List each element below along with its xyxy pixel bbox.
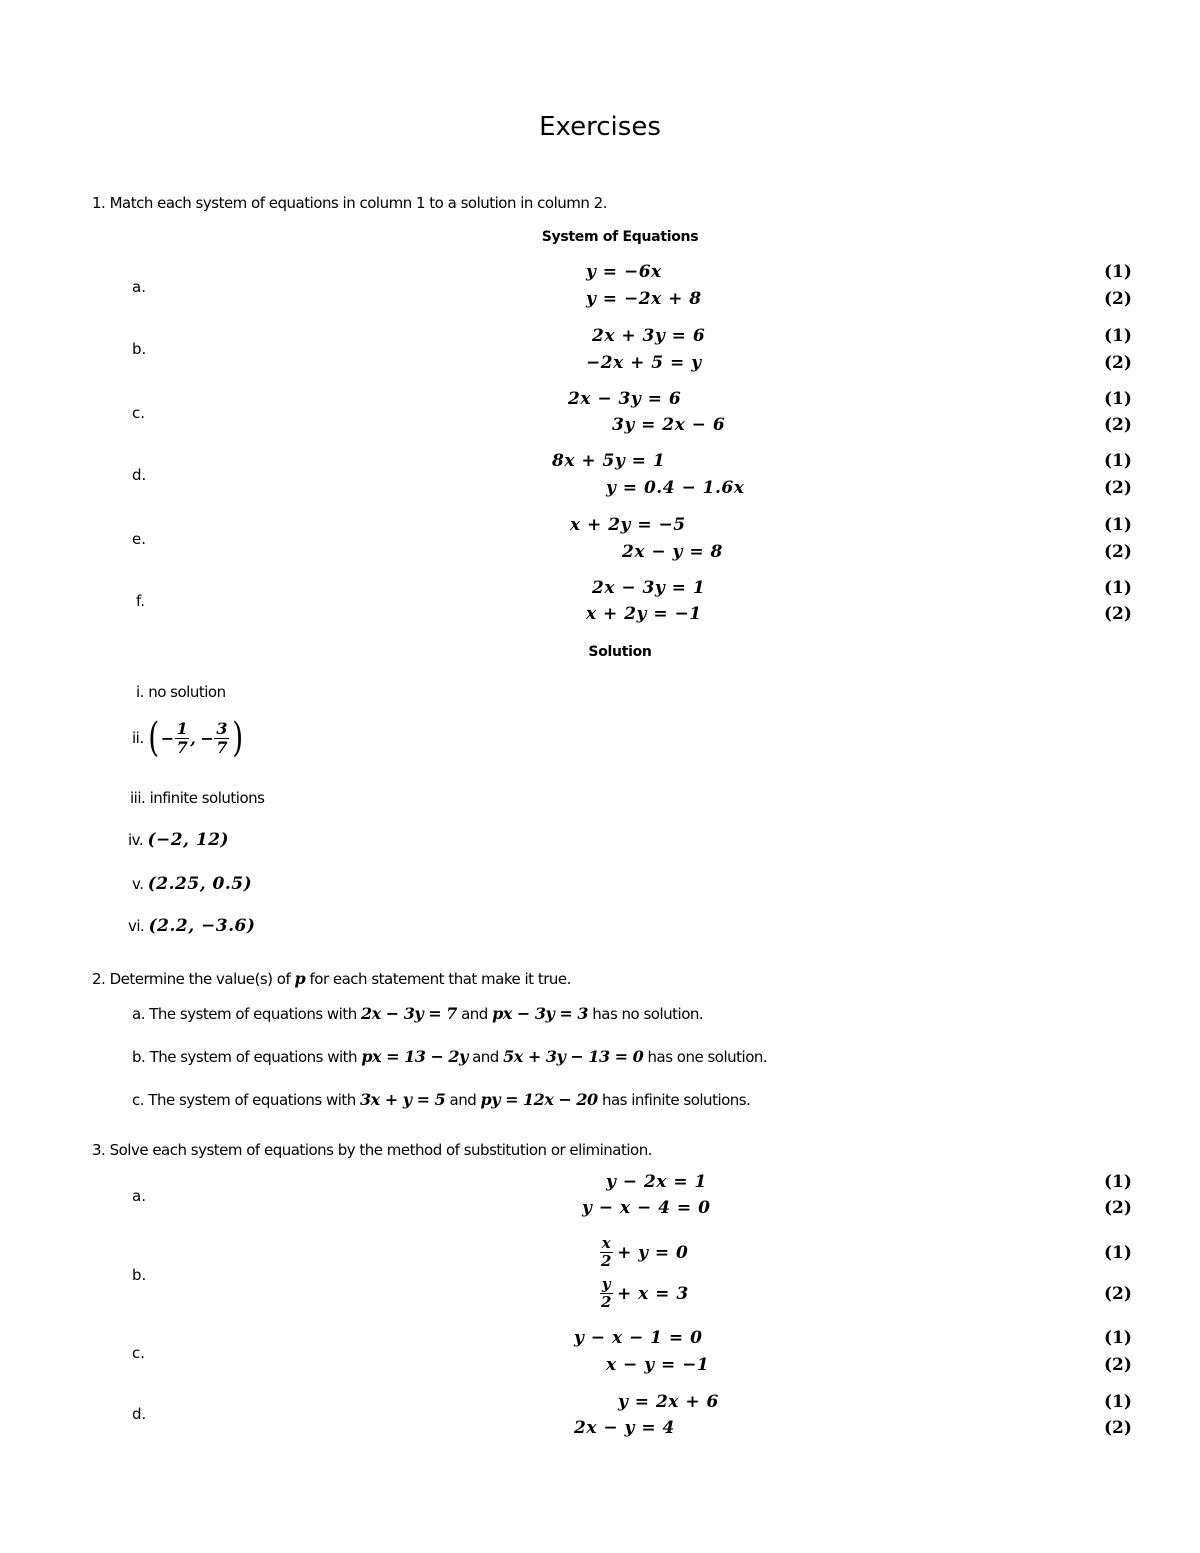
solution-text: infinite solutions bbox=[149, 789, 265, 807]
equation-number: (2) bbox=[1104, 1418, 1132, 1438]
numerator: y bbox=[601, 1275, 612, 1293]
item-text: has one solution. bbox=[643, 1048, 768, 1066]
equation: px = 13 − 2y bbox=[361, 1047, 468, 1066]
solution-ii bbox=[132, 715, 245, 761]
solution-label: vi. bbox=[128, 917, 145, 935]
comma: , − bbox=[190, 728, 214, 748]
system-label: a. bbox=[132, 1187, 146, 1205]
equation-2: 2x − y = 4 bbox=[574, 1418, 675, 1438]
item-text: and bbox=[445, 1091, 481, 1109]
equation: px − 3y = 3 bbox=[492, 1004, 588, 1023]
q2-item-a bbox=[132, 1004, 703, 1023]
item-text: The system of equations with bbox=[149, 1048, 362, 1066]
solution-text: (2.25, 0.5) bbox=[147, 874, 253, 894]
equation-number: (2) bbox=[1104, 353, 1132, 373]
question-1-prompt: 1. Match each system of equations in column 1 to a solution in column 2. bbox=[92, 194, 607, 212]
equation-1: y = 2x + 6 bbox=[618, 1392, 719, 1412]
prompt-text: 2. Determine the value(s) of bbox=[92, 970, 295, 988]
solution-i bbox=[136, 683, 226, 701]
item-text: and bbox=[467, 1048, 504, 1066]
question-3-prompt: 3. Solve each system of equations by the method of substitution or elimination. bbox=[92, 1141, 652, 1159]
equation-number: (1) bbox=[1104, 451, 1132, 471]
denominator: 7 bbox=[176, 737, 188, 757]
solution-label: iii. bbox=[130, 789, 146, 807]
item-text: The system of equations with bbox=[148, 1091, 361, 1109]
equation-1: 2x + 3y = 6 bbox=[592, 326, 706, 346]
equation-number: (1) bbox=[1104, 1243, 1132, 1263]
q2-item-b bbox=[132, 1047, 767, 1066]
solutions-heading: Solution bbox=[588, 644, 652, 660]
equation-1 bbox=[598, 1236, 688, 1269]
equation-2 bbox=[598, 1277, 689, 1310]
equation-2: y = −2x + 8 bbox=[586, 289, 702, 309]
minus-sign: − bbox=[160, 728, 174, 748]
equation-number: (2) bbox=[1104, 604, 1132, 624]
equation-number: (1) bbox=[1104, 578, 1132, 598]
solution-iii bbox=[130, 789, 264, 807]
equation-number: (1) bbox=[1104, 1328, 1132, 1348]
equation-number: (1) bbox=[1104, 262, 1132, 282]
equation: py = 12x − 20 bbox=[480, 1090, 598, 1109]
fraction bbox=[599, 1236, 614, 1269]
system-label: c. bbox=[132, 1344, 146, 1362]
q2-item-c bbox=[132, 1090, 750, 1109]
variable-p: p bbox=[294, 969, 306, 988]
equation-1: 2x − 3y = 1 bbox=[592, 578, 706, 598]
equation-number: (1) bbox=[1104, 389, 1132, 409]
equation-1: y − 2x = 1 bbox=[606, 1172, 707, 1192]
item-text: The system of equations with bbox=[149, 1005, 361, 1023]
fraction bbox=[214, 718, 229, 757]
equation-number: (1) bbox=[1104, 515, 1132, 535]
equation-1: y = −6x bbox=[586, 262, 662, 282]
system-label: d. bbox=[132, 1405, 147, 1423]
denominator: 2 bbox=[601, 1293, 612, 1311]
numerator: 3 bbox=[216, 718, 227, 738]
right-paren: ) bbox=[232, 715, 243, 761]
denominator: 7 bbox=[216, 737, 227, 757]
equation-1: 8x + 5y = 1 bbox=[552, 451, 666, 471]
equation-2: 3y = 2x − 6 bbox=[612, 415, 726, 435]
equation: 3x + y = 5 bbox=[360, 1090, 446, 1109]
system-label: b. bbox=[132, 1266, 147, 1284]
left-paren: ( bbox=[147, 715, 159, 761]
item-text: has infinite solutions. bbox=[597, 1091, 751, 1109]
equation-number: (2) bbox=[1104, 1284, 1132, 1304]
denominator: 2 bbox=[601, 1252, 612, 1270]
item-label: c. bbox=[132, 1091, 145, 1109]
question-2-prompt bbox=[92, 969, 571, 988]
equation-rest: + x = 3 bbox=[616, 1283, 689, 1304]
solution-v bbox=[132, 874, 252, 894]
system-label: f. bbox=[136, 592, 145, 610]
item-label: b. bbox=[132, 1048, 146, 1066]
equation-2: 2x − y = 8 bbox=[622, 542, 723, 562]
item-text: has no solution. bbox=[587, 1005, 704, 1023]
equation-number: (1) bbox=[1104, 1392, 1132, 1412]
equation-number: (2) bbox=[1104, 542, 1132, 562]
equation-number: (2) bbox=[1104, 1198, 1132, 1218]
item-text: and bbox=[456, 1005, 493, 1023]
solution-label: v. bbox=[132, 875, 144, 893]
solution-text: no solution bbox=[148, 683, 226, 701]
solution-label: ii. bbox=[132, 729, 144, 747]
equation-2: x − y = −1 bbox=[606, 1355, 710, 1375]
equation-number: (2) bbox=[1104, 415, 1132, 435]
equation-1: 2x − 3y = 6 bbox=[568, 389, 682, 409]
system-label: a. bbox=[132, 278, 146, 296]
equation-number: (2) bbox=[1104, 1355, 1132, 1375]
item-label: a. bbox=[132, 1005, 145, 1023]
equation: 5x + 3y − 13 = 0 bbox=[503, 1047, 644, 1066]
equation-number: (1) bbox=[1104, 326, 1132, 346]
equation-2: y − x − 4 = 0 bbox=[582, 1198, 711, 1218]
equation-number: (2) bbox=[1104, 478, 1132, 498]
equation-rest: + y = 0 bbox=[616, 1242, 689, 1263]
prompt-text: for each statement that make it true. bbox=[305, 970, 571, 988]
solution-text: (2.2, −3.6) bbox=[148, 916, 256, 936]
numerator: x bbox=[601, 1234, 612, 1252]
systems-heading: System of Equations bbox=[541, 229, 699, 245]
numerator: 1 bbox=[176, 718, 188, 738]
equation-2: −2x + 5 = y bbox=[586, 353, 702, 373]
fraction bbox=[599, 1277, 614, 1310]
page-title: Exercises bbox=[539, 112, 661, 142]
equation-1: y − x − 1 = 0 bbox=[574, 1328, 703, 1348]
equation-2: x + 2y = −1 bbox=[586, 604, 702, 624]
equation-2: y = 0.4 − 1.6x bbox=[606, 478, 745, 498]
equation-number: (2) bbox=[1104, 289, 1132, 309]
equation-number: (1) bbox=[1104, 1172, 1132, 1192]
solution-iv bbox=[128, 830, 229, 850]
system-label: c. bbox=[132, 404, 146, 422]
solution-label: i. bbox=[136, 683, 144, 701]
equation-1: x + 2y = −5 bbox=[570, 515, 686, 535]
equation: 2x − 3y = 7 bbox=[361, 1004, 457, 1023]
system-label: b. bbox=[132, 340, 147, 358]
solution-label: iv. bbox=[128, 831, 144, 849]
solution-vi bbox=[128, 916, 255, 936]
system-label: e. bbox=[132, 530, 146, 548]
solution-text: (−2, 12) bbox=[147, 830, 230, 850]
system-label: d. bbox=[132, 466, 147, 484]
fraction bbox=[175, 718, 190, 757]
